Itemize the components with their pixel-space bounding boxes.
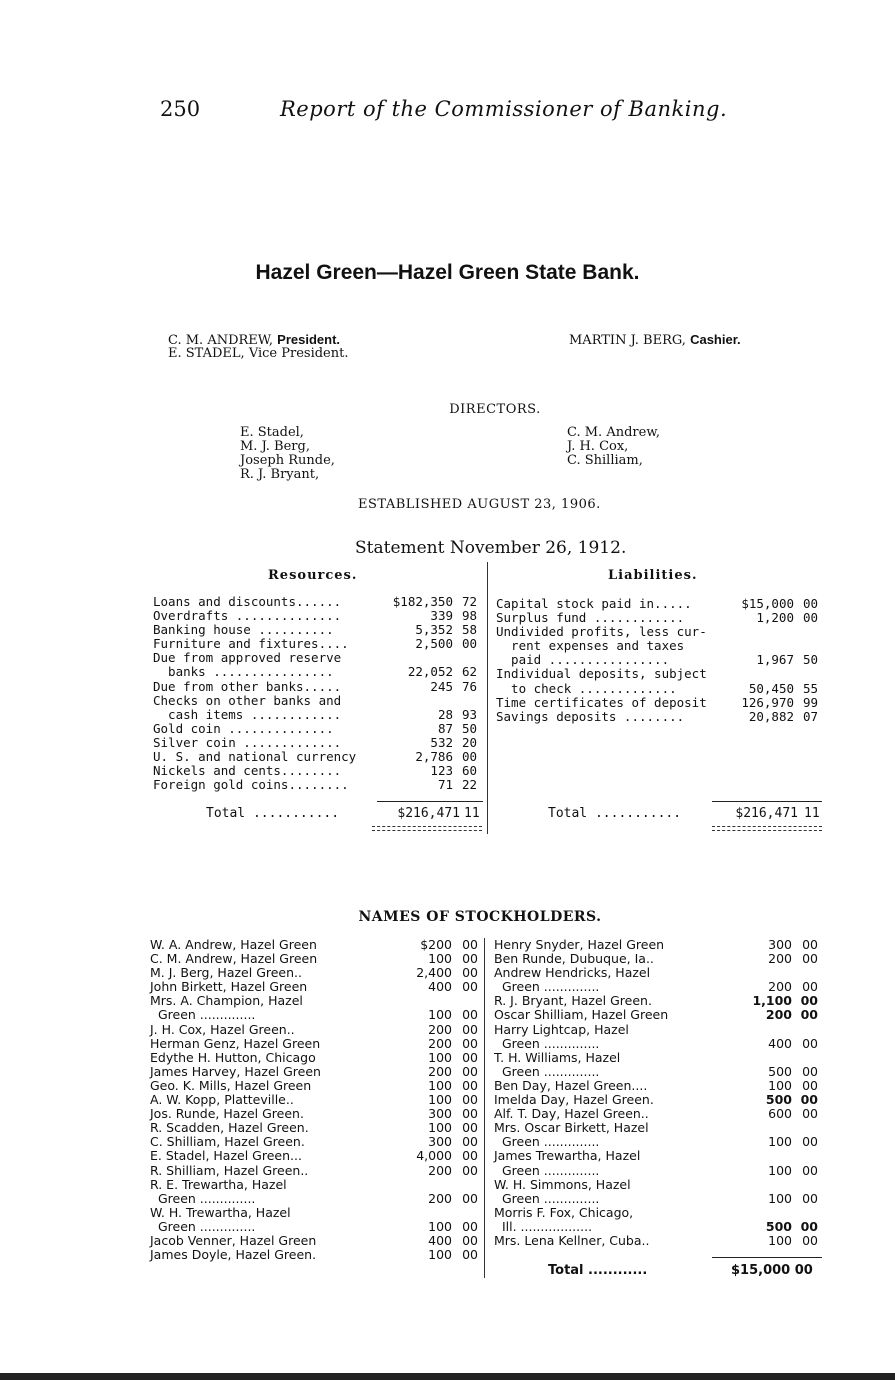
resources-table (153, 595, 486, 792)
ledger-label: Individual deposits, subject (496, 666, 707, 682)
stockholder-row (150, 980, 482, 994)
vice-president-name: E. STADEL, (168, 346, 245, 361)
amount-dollars: 339 (430, 608, 453, 624)
stockholder-name: Morris F. Fox, Chicago, (494, 1204, 634, 1220)
statement-title: Statement November 26, 1912. (355, 538, 627, 558)
amount-cents: 00 (802, 1232, 818, 1248)
amount-dollars: 71 (437, 777, 453, 793)
stockholder-name: E. Stadel, Hazel Green... (150, 1148, 302, 1164)
ledger-label: Due from other banks..... (153, 678, 342, 694)
directors-left-list (240, 426, 335, 482)
directors-right-list (567, 426, 660, 468)
amount-cents: 00 (461, 636, 477, 652)
ledger-label: Silver coin ............. (153, 734, 342, 750)
amount-cents: 00 (462, 1218, 478, 1234)
ledger-row (153, 665, 486, 679)
amount-cents: 20 (461, 734, 477, 750)
stockholder-row (150, 952, 482, 966)
ledger-row (153, 680, 486, 694)
vice-president-title: Vice President. (248, 346, 349, 361)
stockholder-row (150, 1121, 482, 1135)
ledger-label: Loans and discounts...... (153, 594, 342, 609)
amount-dollars: $200 (420, 937, 452, 952)
amount-cents: 00 (462, 1106, 478, 1122)
amount-dollars: 200 (428, 1063, 452, 1079)
amount-cents: 00 (462, 1092, 478, 1108)
stockholder-name: Green .............. (150, 1190, 256, 1206)
stockholder-name: Green .............. (494, 979, 600, 995)
amount-dollars: 126,970 (741, 694, 794, 710)
cashier-name: MARTIN J. BERG, (569, 333, 686, 348)
stockholder-row (150, 938, 482, 952)
amount-cents: 00 (461, 749, 477, 765)
ledger-label: Undivided profits, less cur- (496, 624, 707, 640)
director-name: C. M. Andrew, (567, 425, 661, 440)
stockholder-name: A. W. Kopp, Platteville.. (150, 1092, 294, 1108)
stockholder-row (494, 1037, 824, 1051)
amount-dollars: 200 (428, 1190, 452, 1206)
stockholder-row (494, 1234, 824, 1248)
ledger-row (153, 750, 486, 764)
amount-dollars: 500 (765, 1218, 792, 1234)
amount-dollars: 300 (768, 937, 792, 952)
amount-cents: 00 (802, 596, 818, 611)
stockholder-name: Andrew Hendricks, Hazel (494, 965, 651, 981)
amount-cents: 62 (461, 664, 477, 680)
stockholder-name: Ben Day, Hazel Green.... (494, 1077, 648, 1093)
ledger-row (496, 597, 826, 611)
ledger-label: Surplus fund ............ (496, 610, 685, 626)
amount-dollars: 100 (428, 1077, 452, 1093)
stockholder-row (494, 1135, 824, 1149)
total-rule (377, 801, 483, 802)
ledger-label: Due from approved reserve (153, 650, 342, 666)
stockholder-row (494, 1107, 824, 1121)
stockholder-row (494, 1079, 824, 1093)
amount-dollars: $182,350 (392, 594, 453, 609)
liabilities-total-cents: 11 (804, 806, 820, 821)
total-rule (712, 1257, 822, 1258)
stockholder-row (494, 1065, 824, 1079)
stockholder-row (150, 1051, 482, 1065)
stockholders-total-label: Total ............ (548, 1263, 648, 1278)
stockholder-row (494, 1164, 824, 1178)
amount-dollars: 5,352 (415, 622, 453, 638)
amount-cents: 55 (802, 680, 818, 696)
stockholder-row (150, 1093, 482, 1107)
ledger-row (153, 595, 486, 609)
stockholder-row (150, 1164, 482, 1178)
amount-dollars: 100 (428, 1218, 452, 1234)
stockholder-name: Green .............. (494, 1063, 600, 1079)
amount-dollars: 200 (768, 951, 792, 967)
amount-cents: 00 (462, 965, 478, 981)
stockholder-row (494, 1051, 824, 1065)
amount-cents: 58 (461, 622, 477, 638)
amount-cents: 00 (462, 1134, 478, 1150)
stockholder-name: Jacob Venner, Hazel Green (150, 1232, 317, 1248)
stockholder-row (150, 994, 482, 1008)
stockholder-row (150, 1192, 482, 1206)
stockholder-name: Mrs. A. Champion, Hazel (150, 993, 303, 1009)
stockholder-row (150, 1135, 482, 1149)
amount-dollars: $15,000 (741, 596, 794, 611)
stockholder-name: W. H. Trewartha, Hazel (150, 1204, 291, 1220)
stockholder-name: Green .............. (494, 1162, 600, 1178)
director-name: J. H. Cox, (567, 439, 629, 454)
amount-cents: 50 (802, 652, 818, 668)
amount-cents: 00 (800, 993, 818, 1009)
amount-cents: 00 (462, 1007, 478, 1023)
stockholder-name: Mrs. Oscar Birkett, Hazel (494, 1120, 649, 1136)
amount-cents: 00 (802, 1035, 818, 1051)
amount-dollars: 200 (428, 1162, 452, 1178)
amount-dollars: 400 (428, 1232, 452, 1248)
ledger-row (496, 682, 826, 696)
liabilities-heading: Liabilities. (608, 568, 698, 583)
stockholder-name: John Birkett, Hazel Green (150, 979, 308, 995)
page-number: 250 (160, 97, 201, 121)
resources-total-label: Total ........... (206, 806, 340, 821)
stockholder-row (494, 1192, 824, 1206)
stockholder-row (494, 1206, 824, 1220)
stockholder-name: C. M. Andrew, Hazel Green (150, 951, 318, 967)
ledger-label: Gold coin .............. (153, 720, 334, 736)
director-name: C. Shilliam, (567, 453, 643, 468)
amount-cents: 00 (802, 1134, 818, 1150)
ledger-label: Checks on other banks and (153, 692, 342, 708)
stockholder-name: James Doyle, Hazel Green. (150, 1247, 317, 1263)
stockholder-name: Henry Snyder, Hazel Green (494, 937, 665, 952)
amount-cents: 00 (802, 937, 818, 952)
amount-cents: 00 (802, 1190, 818, 1206)
amount-cents: 00 (802, 1106, 818, 1122)
ledger-row (496, 653, 826, 667)
stockholder-row (494, 1008, 824, 1022)
amount-cents: 00 (462, 979, 478, 995)
stockholder-name: W. A. Andrew, Hazel Green (150, 937, 317, 952)
stockholders-heading: NAMES OF STOCKHOLDERS. (358, 909, 602, 925)
amount-cents: 00 (462, 1190, 478, 1206)
stockholder-row (494, 1121, 824, 1135)
amount-cents: 00 (802, 951, 818, 967)
ledger-label: banks ................ (153, 664, 334, 680)
stockholder-row (150, 1248, 482, 1262)
ledger-row (153, 623, 486, 637)
ledger-row (496, 639, 826, 653)
liabilities-total-dollars: $216,471 (735, 806, 798, 821)
amount-cents: 00 (462, 951, 478, 967)
amount-cents: 00 (462, 1063, 478, 1079)
stockholder-row (150, 1107, 482, 1121)
amount-dollars: 300 (428, 1106, 452, 1122)
ledger-label: paid ................ (496, 652, 670, 668)
amount-cents: 60 (461, 763, 477, 779)
ledger-label: Foreign gold coins........ (153, 777, 349, 793)
amount-cents: 00 (462, 1148, 478, 1164)
president-title: President. (277, 332, 341, 347)
ledger-row (153, 722, 486, 736)
stockholder-row (494, 952, 824, 966)
director-name: M. J. Berg, (240, 439, 310, 454)
director-name: E. Stadel, (240, 425, 304, 440)
amount-dollars: 200 (428, 1035, 452, 1051)
ledger-row (153, 764, 486, 778)
amount-cents: 00 (462, 937, 478, 952)
stockholder-name: Geo. K. Mills, Hazel Green (150, 1077, 312, 1093)
amount-dollars: 87 (437, 720, 453, 736)
ledger-row (496, 696, 826, 710)
amount-cents: 00 (462, 1162, 478, 1178)
ledger-row (153, 651, 486, 665)
amount-cents: 00 (462, 1247, 478, 1263)
ledger-label: Time certificates of deposit (496, 694, 707, 710)
amount-dollars: 100 (768, 1190, 792, 1206)
stockholder-name: R. E. Trewartha, Hazel (150, 1176, 287, 1192)
officer-cashier (569, 332, 741, 348)
stockholder-name: Harry Lightcap, Hazel (494, 1021, 629, 1037)
director-name: R. J. Bryant, (240, 467, 320, 482)
ledger-label: Capital stock paid in..... (496, 596, 692, 611)
stockholder-row (494, 966, 824, 980)
amount-cents: 00 (462, 1035, 478, 1051)
stockholder-name: Mrs. Lena Kellner, Cuba.. (494, 1232, 650, 1248)
stockholder-name: James Trewartha, Hazel (494, 1148, 641, 1164)
amount-dollars: 200 (428, 1021, 452, 1037)
bank-title: Hazel Green—Hazel Green State Bank. (255, 261, 640, 284)
amount-dollars: 2,400 (416, 965, 452, 981)
ledger-label: Savings deposits ........ (496, 708, 685, 724)
stockholder-row (150, 1220, 482, 1234)
stockholder-row (494, 1023, 824, 1037)
amount-dollars: 500 (768, 1063, 792, 1079)
ledger-label: Nickels and cents........ (153, 763, 342, 779)
amount-cents: 00 (800, 1092, 818, 1108)
stockholder-name: Ill. .................. (494, 1218, 593, 1234)
stockholder-row (150, 1149, 482, 1163)
ledger-row (153, 637, 486, 651)
stockholder-name: Green .............. (494, 1134, 600, 1150)
resources-total-dollars: $216,471 (397, 806, 460, 821)
officer-vice-president (168, 346, 348, 361)
amount-cents: 98 (461, 608, 477, 624)
amount-dollars: 100 (428, 1120, 452, 1136)
stockholder-row (494, 1149, 824, 1163)
amount-dollars: 100 (428, 1049, 452, 1065)
stockholder-row (150, 1234, 482, 1248)
amount-cents: 07 (802, 708, 818, 724)
stockholder-row (494, 994, 824, 1008)
total-rule (712, 801, 822, 802)
stockholder-name: W. H. Simmons, Hazel (494, 1176, 631, 1192)
amount-dollars: 600 (768, 1106, 792, 1122)
ledger-row (496, 625, 826, 639)
stockholder-row (150, 1079, 482, 1093)
stockholder-name: C. Shilliam, Hazel Green. (150, 1134, 305, 1150)
stockholder-row (494, 938, 824, 952)
amount-dollars: 1,100 (752, 993, 792, 1009)
amount-cents: 00 (462, 1049, 478, 1065)
stockholder-row (494, 1220, 824, 1234)
resources-heading: Resources. (268, 568, 358, 583)
stockholder-row (150, 966, 482, 980)
ledger-label: Banking house .......... (153, 622, 334, 638)
amount-cents: 76 (461, 678, 477, 694)
amount-cents: 00 (802, 1063, 818, 1079)
amount-cents: 00 (462, 1077, 478, 1093)
amount-dollars: 100 (768, 1077, 792, 1093)
amount-cents: 00 (462, 1021, 478, 1037)
ledger-row (153, 778, 486, 792)
amount-cents: 00 (802, 1162, 818, 1178)
stockholder-name: James Harvey, Hazel Green (150, 1063, 321, 1079)
amount-cents: 00 (802, 1077, 818, 1093)
ledger-row (153, 609, 486, 623)
amount-dollars: 1,967 (756, 652, 794, 668)
double-rule (712, 826, 822, 831)
ledger-label: to check ............. (496, 680, 677, 696)
amount-cents: 50 (461, 720, 477, 736)
resources-total-cents: 11 (464, 806, 480, 821)
amount-dollars: 100 (428, 1007, 452, 1023)
column-divider (484, 938, 485, 1278)
amount-cents: 22 (461, 777, 477, 793)
amount-dollars: 4,000 (416, 1148, 452, 1164)
ledger-row (496, 611, 826, 625)
amount-dollars: 1,200 (756, 610, 794, 626)
cashier-title: Cashier. (690, 332, 741, 347)
amount-dollars: 400 (428, 979, 452, 995)
ledger-label: cash items ............ (153, 706, 342, 722)
stockholder-name: Imelda Day, Hazel Green. (494, 1092, 654, 1108)
stockholder-name: Green .............. (494, 1035, 600, 1051)
amount-dollars: 245 (430, 678, 453, 694)
ledger-row (496, 667, 826, 681)
amount-dollars: 2,786 (415, 749, 453, 765)
stockholder-name: Jos. Runde, Hazel Green. (150, 1106, 304, 1122)
ledger-label: rent expenses and taxes (496, 638, 685, 654)
ledger-row (153, 708, 486, 722)
stockholder-name: Green .............. (150, 1218, 256, 1234)
amount-dollars: 532 (430, 734, 453, 750)
liabilities-table (496, 597, 826, 724)
running-title: Report of the Commissioner of Banking. (280, 97, 728, 121)
amount-cents: 00 (802, 979, 818, 995)
page-bottom-edge (0, 1373, 895, 1380)
amount-dollars: 100 (768, 1232, 792, 1248)
stockholder-name: Herman Genz, Hazel Green (150, 1035, 321, 1051)
amount-cents: 72 (461, 594, 477, 609)
stockholders-left-list (150, 938, 482, 1262)
ledger-label: Furniture and fixtures.... (153, 636, 349, 652)
amount-cents: 00 (802, 610, 818, 626)
amount-dollars: 100 (428, 1247, 452, 1263)
amount-cents: 00 (800, 1007, 818, 1023)
stockholder-name: M. J. Berg, Hazel Green.. (150, 965, 302, 981)
amount-dollars: 2,500 (415, 636, 453, 652)
stockholder-name: T. H. Williams, Hazel (494, 1049, 621, 1065)
amount-cents: 99 (802, 694, 818, 710)
ledger-label: U. S. and national currency (153, 749, 357, 765)
amount-dollars: 22,052 (407, 664, 453, 680)
amount-dollars: 200 (765, 1007, 792, 1023)
stockholder-name: R. Shilliam, Hazel Green.. (150, 1162, 309, 1178)
amount-cents: 00 (800, 1218, 818, 1234)
amount-cents: 00 (462, 1232, 478, 1248)
director-name: Joseph Runde, (240, 453, 335, 468)
amount-dollars: 100 (768, 1162, 792, 1178)
amount-dollars: 100 (428, 1092, 452, 1108)
amount-dollars: 400 (768, 1035, 792, 1051)
stockholder-name: Edythe H. Hutton, Chicago (150, 1049, 316, 1065)
stockholder-name: Ben Runde, Dubuque, Ia.. (494, 951, 654, 967)
amount-dollars: 100 (768, 1134, 792, 1150)
stockholder-row (494, 1178, 824, 1192)
stockholder-name: R. Scadden, Hazel Green. (150, 1120, 309, 1136)
stockholder-name: Green .............. (494, 1190, 600, 1206)
amount-cents: 93 (461, 706, 477, 722)
stockholder-name: R. J. Bryant, Hazel Green. (494, 993, 652, 1009)
president-name: C. M. ANDREW, (168, 333, 274, 348)
amount-dollars: 123 (430, 763, 453, 779)
stockholder-name: Alf. T. Day, Hazel Green.. (494, 1106, 649, 1122)
amount-cents: 00 (462, 1120, 478, 1136)
ledger-row (153, 694, 486, 708)
stockholder-row (150, 1178, 482, 1192)
stockholder-row (150, 1008, 482, 1022)
amount-dollars: 300 (428, 1134, 452, 1150)
stockholder-row (150, 1065, 482, 1079)
established-date: ESTABLISHED AUGUST 23, 1906. (358, 497, 601, 512)
stockholder-row (494, 980, 824, 994)
column-divider (487, 562, 488, 834)
amount-dollars: 50,450 (748, 680, 794, 696)
directors-heading: DIRECTORS. (449, 402, 541, 417)
ledger-row (496, 710, 826, 724)
stockholder-name: Green .............. (150, 1007, 256, 1023)
ledger-row (153, 736, 486, 750)
stockholder-name: Oscar Shilliam, Hazel Green (494, 1007, 669, 1023)
stockholder-row (150, 1023, 482, 1037)
amount-dollars: 500 (765, 1092, 792, 1108)
stockholder-row (150, 1037, 482, 1051)
double-rule (372, 826, 482, 831)
stockholder-row (494, 1093, 824, 1107)
ledger-label: Overdrafts .............. (153, 608, 342, 624)
amount-dollars: 28 (437, 706, 453, 722)
amount-dollars: 200 (768, 979, 792, 995)
stockholder-name: J. H. Cox, Hazel Green.. (150, 1021, 295, 1037)
liabilities-total-label: Total ........... (548, 806, 682, 821)
amount-dollars: 100 (428, 951, 452, 967)
amount-dollars: 20,882 (748, 708, 794, 724)
stockholders-right-list (494, 938, 824, 1248)
stockholders-total-amount: $15,000 00 (731, 1263, 813, 1278)
stockholder-row (150, 1206, 482, 1220)
